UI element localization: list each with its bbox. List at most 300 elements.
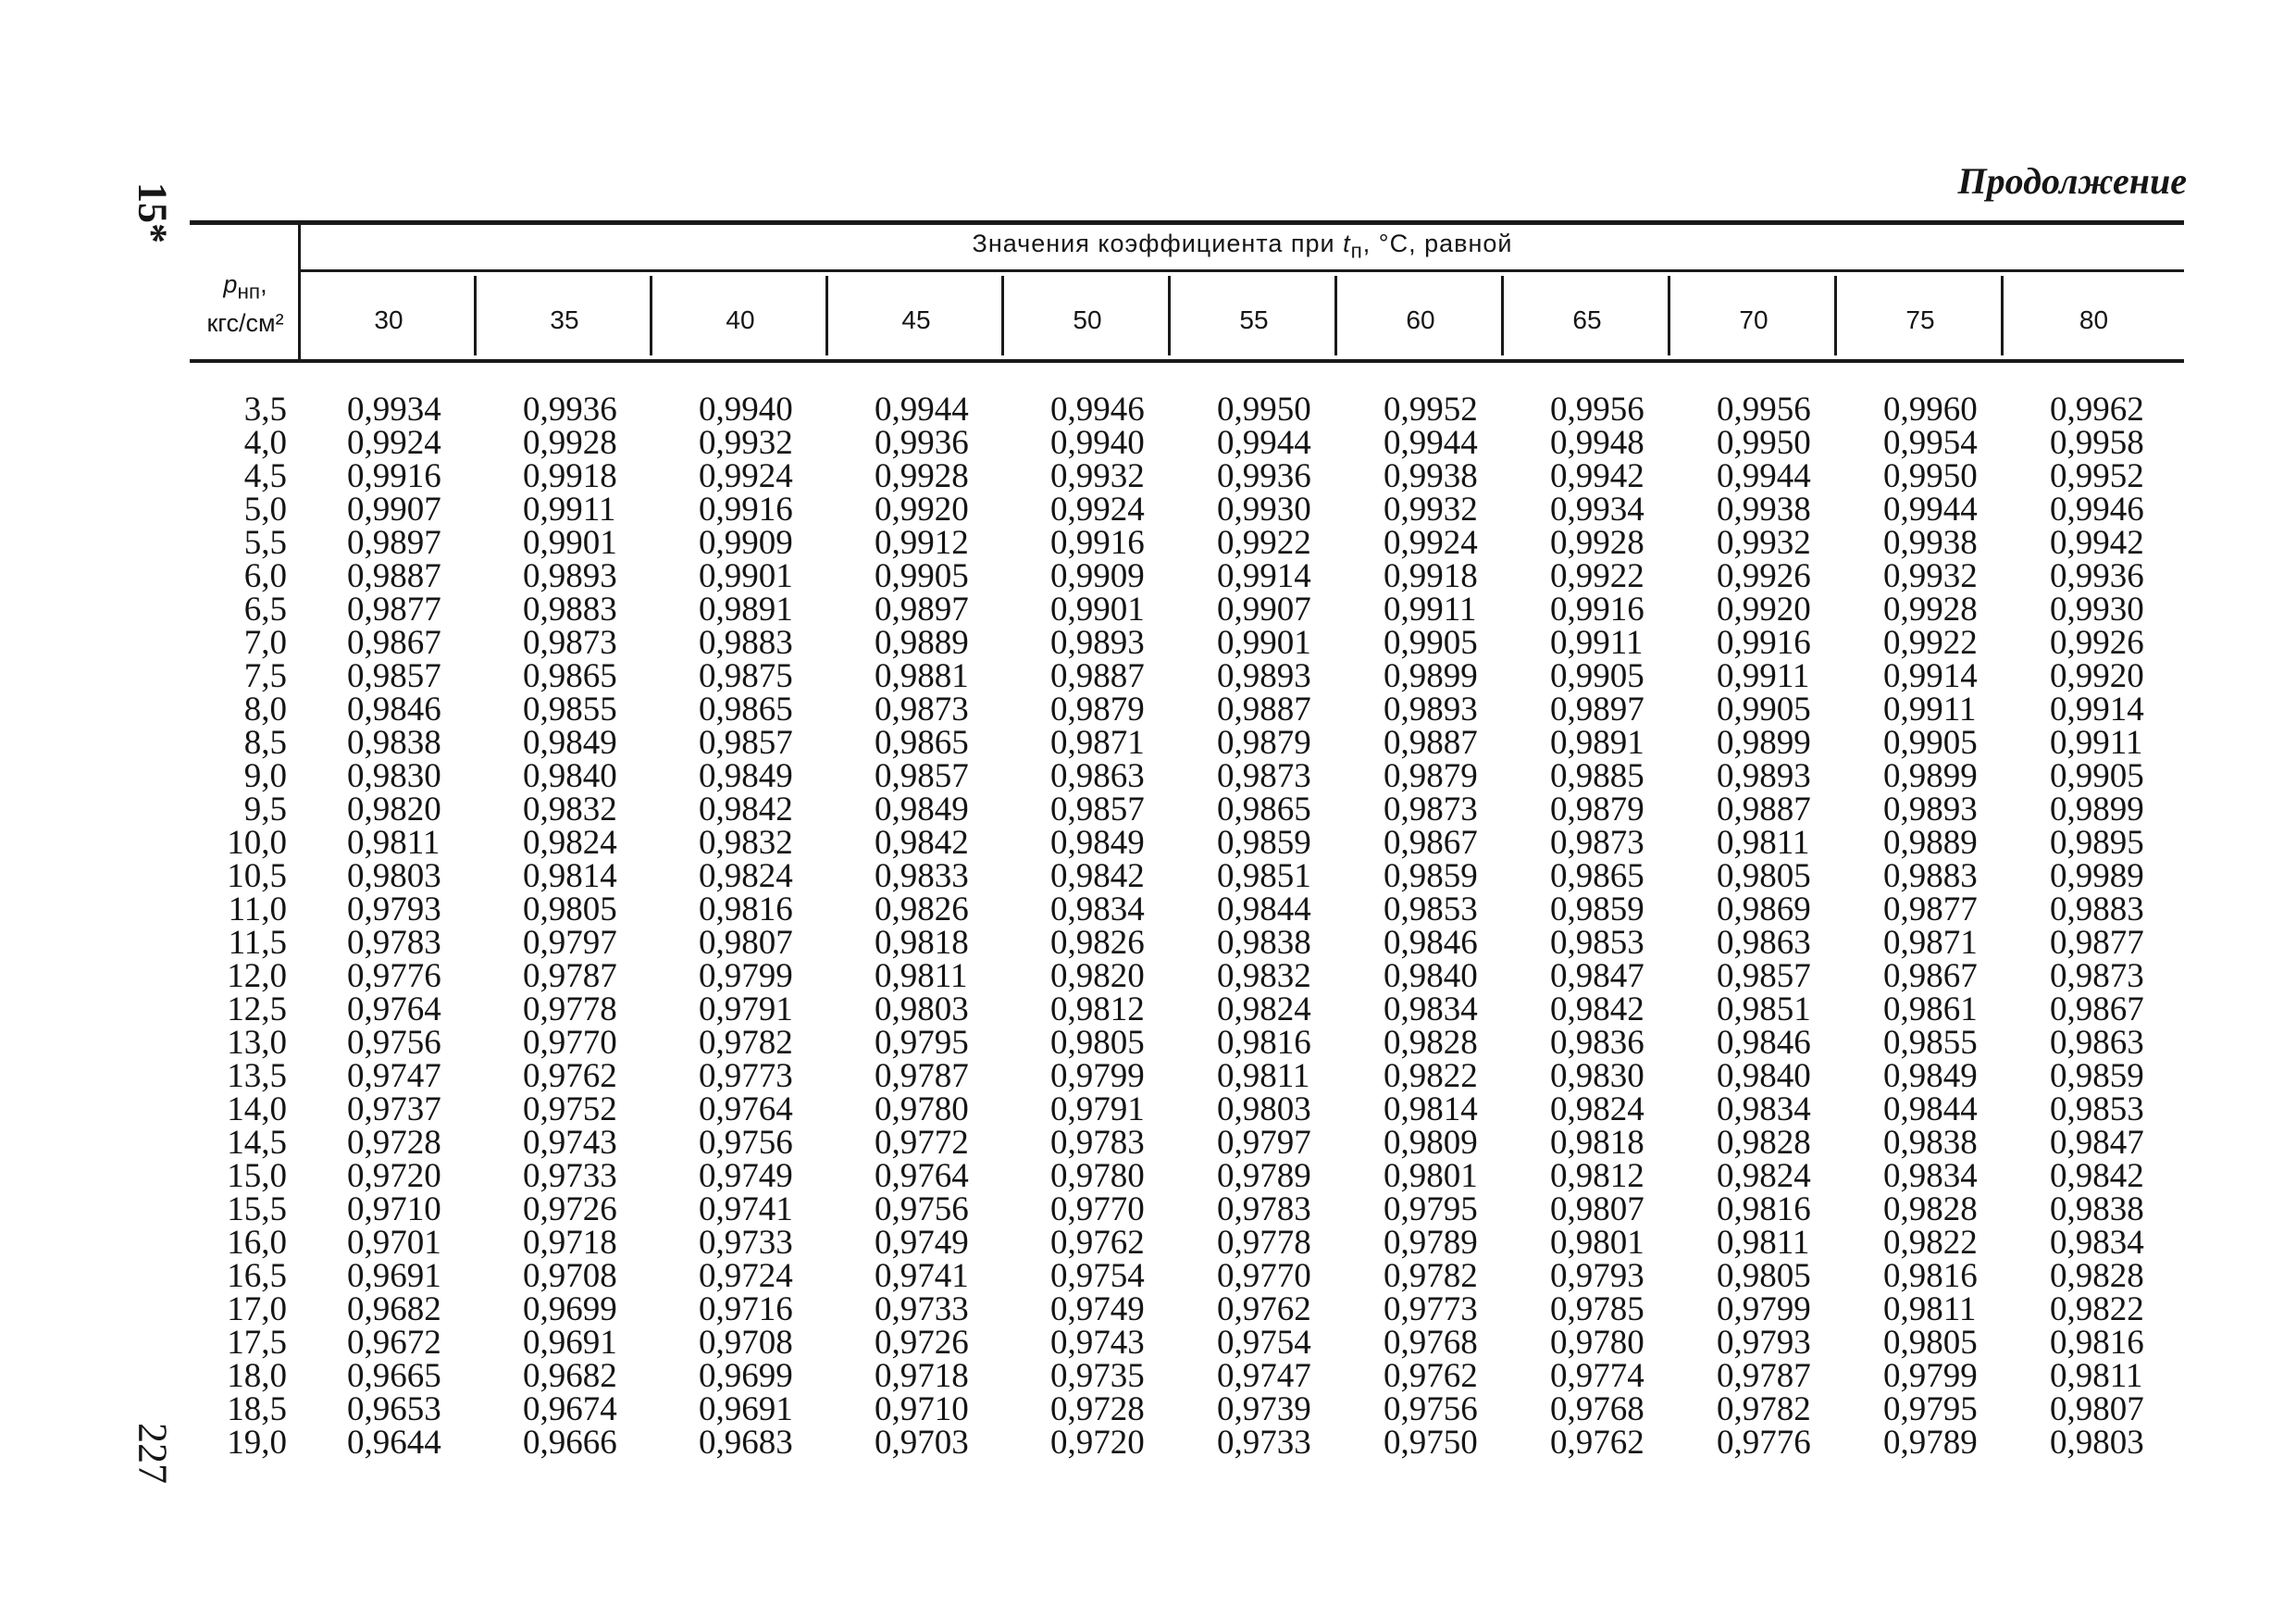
value-cell: 0,9805 <box>1883 1324 1978 1362</box>
value-cell: 0,9774 <box>1550 1357 1644 1395</box>
value-cell: 0,9956 <box>1717 391 1811 429</box>
value-cell: 0,9797 <box>1217 1124 1311 1162</box>
value-cell: 0,9940 <box>1050 424 1145 462</box>
value-cell: 0,9803 <box>347 857 441 895</box>
value-cell: 0,9861 <box>1883 990 1978 1028</box>
value-cell: 0,9816 <box>1883 1257 1978 1295</box>
value-cell: 0,9918 <box>523 457 617 495</box>
value-cell: 0,9916 <box>1550 591 1644 629</box>
value-cell: 0,9853 <box>2050 1090 2144 1128</box>
value-cell: 0,9828 <box>1717 1124 1811 1162</box>
value-cell: 0,9805 <box>523 890 617 928</box>
value-cell: 0,9814 <box>523 857 617 895</box>
value-cell: 0,9699 <box>523 1290 617 1328</box>
value-cell: 0,9824 <box>1717 1157 1811 1195</box>
value-cell: 0,9834 <box>1883 1157 1978 1195</box>
value-cell: 0,9899 <box>1883 757 1978 795</box>
pressure-cell: 12,5 <box>227 990 287 1028</box>
value-cell: 0,9924 <box>347 424 441 462</box>
value-cell: 0,9783 <box>1050 1124 1145 1162</box>
value-cell: 0,9879 <box>1384 757 1478 795</box>
value-cell: 0,9920 <box>1717 591 1811 629</box>
value-cell: 0,9938 <box>1717 491 1811 529</box>
value-cell: 0,9879 <box>1050 691 1145 729</box>
value-cell: 0,9879 <box>1217 724 1311 762</box>
value-cell: 0,9883 <box>523 591 617 629</box>
value-cell: 0,9922 <box>1217 524 1311 562</box>
value-cell: 0,9838 <box>1883 1124 1978 1162</box>
value-cell: 0,9865 <box>523 657 617 695</box>
value-cell: 0,9780 <box>1550 1324 1644 1362</box>
value-cell: 0,9865 <box>875 724 969 762</box>
value-cell: 0,9644 <box>347 1424 441 1462</box>
value-cell: 0,9857 <box>1717 957 1811 995</box>
value-cell: 0,9924 <box>699 457 793 495</box>
value-cell: 0,9780 <box>875 1090 969 1128</box>
value-cell: 0,9816 <box>2050 1324 2144 1362</box>
pressure-cell: 14,0 <box>227 1090 287 1128</box>
value-cell: 0,9907 <box>1217 591 1311 629</box>
value-cell: 0,9822 <box>1883 1224 1978 1262</box>
value-cell: 0,9764 <box>875 1157 969 1195</box>
value-cell: 0,9816 <box>1717 1190 1811 1228</box>
value-cell: 0,9691 <box>523 1324 617 1362</box>
value-cell: 0,9897 <box>875 591 969 629</box>
value-cell: 0,9879 <box>1550 791 1644 828</box>
value-cell: 0,9857 <box>875 757 969 795</box>
value-cell: 0,9838 <box>1217 924 1311 962</box>
value-cell: 0,9853 <box>1384 890 1478 928</box>
value-cell: 0,9824 <box>699 857 793 895</box>
value-cell: 0,9756 <box>347 1024 441 1062</box>
value-cell: 0,9873 <box>1550 824 1644 862</box>
group-header-subscript: п <box>1350 239 1363 263</box>
value-cell: 0,9897 <box>347 524 441 562</box>
value-cell: 0,9811 <box>2050 1357 2143 1395</box>
pressure-cell: 17,0 <box>227 1290 287 1328</box>
value-cell: 0,9930 <box>1217 491 1311 529</box>
value-cell: 0,9782 <box>1384 1257 1478 1295</box>
value-cell: 0,9893 <box>1717 757 1811 795</box>
value-cell: 0,9749 <box>699 1157 793 1195</box>
value-cell: 0,9887 <box>1384 724 1478 762</box>
value-cell: 0,9750 <box>1384 1424 1478 1462</box>
value-cell: 0,9783 <box>347 924 441 962</box>
value-cell: 0,9764 <box>699 1090 793 1128</box>
value-cell: 0,9873 <box>875 691 969 729</box>
value-cell: 0,9875 <box>699 657 793 695</box>
value-cell: 0,9928 <box>1883 591 1978 629</box>
value-cell: 0,9887 <box>1717 791 1811 828</box>
value-cell: 0,9791 <box>1050 1090 1145 1128</box>
pressure-cell: 16,0 <box>227 1224 287 1262</box>
value-cell: 0,9824 <box>523 824 617 862</box>
value-cell: 0,9846 <box>1717 1024 1811 1062</box>
value-cell: 0,9795 <box>1883 1390 1978 1428</box>
value-cell: 0,9665 <box>347 1357 441 1395</box>
value-cell: 0,9811 <box>1217 1057 1310 1095</box>
pressure-cell: 10,0 <box>227 824 287 862</box>
value-cell: 0,9762 <box>1384 1357 1478 1395</box>
value-cell: 0,9762 <box>1050 1224 1145 1262</box>
page-number: 227 <box>130 1423 176 1484</box>
value-cell: 0,9789 <box>1217 1157 1311 1195</box>
value-cell: 0,9911 <box>1384 591 1477 629</box>
value-cell: 0,9682 <box>347 1290 441 1328</box>
value-cell: 0,9733 <box>1217 1424 1311 1462</box>
value-cell: 0,9914 <box>1217 557 1311 595</box>
stub-header-subscript: нп <box>237 280 261 304</box>
value-cell: 0,9936 <box>1217 457 1311 495</box>
value-cell: 0,9801 <box>1384 1157 1478 1195</box>
value-cell: 0,9708 <box>699 1324 793 1362</box>
value-cell: 0,9726 <box>523 1190 617 1228</box>
column-header-80: 80 <box>2079 305 2109 334</box>
value-cell: 0,9893 <box>1384 691 1478 729</box>
pressure-cell: 4,5 <box>243 457 287 495</box>
value-cell: 0,9768 <box>1384 1324 1478 1362</box>
value-cell: 0,9932 <box>1883 557 1978 595</box>
value-cell: 0,9932 <box>1050 457 1145 495</box>
value-cell: 0,9787 <box>875 1057 969 1095</box>
value-cell: 0,9805 <box>1717 857 1811 895</box>
value-cell: 0,9805 <box>1717 1257 1811 1295</box>
value-cell: 0,9811 <box>875 957 968 995</box>
value-cell: 0,9846 <box>347 691 441 729</box>
value-cell: 0,9849 <box>1050 824 1145 862</box>
column-header-50: 50 <box>1073 305 1102 334</box>
value-cell: 0,9849 <box>699 757 793 795</box>
pressure-cell: 3,5 <box>243 391 287 429</box>
pressure-cell: 15,0 <box>227 1157 287 1195</box>
value-cell: 0,9830 <box>347 757 441 795</box>
value-cell: 0,9946 <box>2050 491 2144 529</box>
value-cell: 0,9893 <box>1050 624 1145 662</box>
value-cell: 0,9789 <box>1384 1224 1478 1262</box>
value-cell: 0,9909 <box>1050 557 1145 595</box>
value-cell: 0,9754 <box>1050 1257 1145 1295</box>
column-header-45: 45 <box>901 305 931 334</box>
value-cell: 0,9924 <box>1384 524 1478 562</box>
value-cell: 0,9867 <box>1883 957 1978 995</box>
table-top-rule <box>190 220 2184 225</box>
value-cell: 0,9942 <box>2050 524 2144 562</box>
value-cell: 0,9799 <box>699 957 793 995</box>
value-cell: 0,9710 <box>347 1190 441 1228</box>
value-cell: 0,9901 <box>1050 591 1145 629</box>
value-cell: 0,9944 <box>875 391 969 429</box>
stub-header-unit: кгс/см² <box>206 309 284 338</box>
value-cell: 0,9799 <box>1883 1357 1978 1395</box>
value-cell: 0,9936 <box>875 424 969 462</box>
value-cell: 0,9793 <box>1550 1257 1644 1295</box>
value-cell: 0,9899 <box>1384 657 1478 695</box>
value-cell: 0,9914 <box>2050 691 2144 729</box>
value-cell: 0,9922 <box>1550 557 1644 595</box>
value-cell: 0,9905 <box>1384 624 1478 662</box>
column-header-60: 60 <box>1406 305 1435 334</box>
value-cell: 0,9944 <box>1217 424 1311 462</box>
value-cell: 0,9833 <box>875 857 969 895</box>
pressure-cell: 11,0 <box>228 890 287 928</box>
value-cell: 0,9737 <box>347 1090 441 1128</box>
value-cell: 0,9877 <box>347 591 441 629</box>
value-cell: 0,9807 <box>1550 1190 1644 1228</box>
value-cell: 0,9877 <box>1883 890 1978 928</box>
value-cell: 0,9901 <box>699 557 793 595</box>
value-cell: 0,9716 <box>699 1290 793 1328</box>
value-cell: 0,9811 <box>1717 1224 1810 1262</box>
value-cell: 0,9703 <box>875 1424 969 1462</box>
column-header-35: 35 <box>550 305 579 334</box>
value-cell: 0,9887 <box>1050 657 1145 695</box>
value-cell: 0,9918 <box>1384 557 1478 595</box>
value-cell: 0,9832 <box>699 824 793 862</box>
value-cell: 0,9828 <box>1384 1024 1478 1062</box>
pressure-cell: 12,0 <box>227 957 287 995</box>
pressure-cell: 14,5 <box>227 1124 287 1162</box>
value-cell: 0,9691 <box>699 1390 793 1428</box>
value-cell: 0,9747 <box>347 1057 441 1095</box>
value-cell: 0,9899 <box>2050 791 2144 828</box>
value-cell: 0,9952 <box>2050 457 2144 495</box>
value-cell: 0,9789 <box>1883 1424 1978 1462</box>
pressure-cell: 11,5 <box>228 924 287 962</box>
value-cell: 0,9867 <box>2050 990 2144 1028</box>
pressure-cell: 7,5 <box>243 657 287 695</box>
value-cell: 0,9842 <box>699 791 793 828</box>
value-cell: 0,9840 <box>1384 957 1478 995</box>
value-cell: 0,9756 <box>699 1124 793 1162</box>
value-cell: 0,9893 <box>1883 791 1978 828</box>
value-cell: 0,9944 <box>1384 424 1478 462</box>
value-cell: 0,9891 <box>1550 724 1644 762</box>
value-cell: 0,9901 <box>523 524 617 562</box>
value-cell: 0,9795 <box>875 1024 969 1062</box>
value-cell: 0,9952 <box>1384 391 1478 429</box>
value-cell: 0,9842 <box>1050 857 1145 895</box>
pressure-cell: 6,0 <box>243 557 287 595</box>
value-cell: 0,9762 <box>523 1057 617 1095</box>
value-cell: 0,9942 <box>1550 457 1644 495</box>
value-cell: 0,9811 <box>1717 824 1810 862</box>
value-cell: 0,9934 <box>347 391 441 429</box>
value-cell: 0,9873 <box>1217 757 1311 795</box>
value-cell: 0,9844 <box>1217 890 1311 928</box>
value-cell: 0,9770 <box>1217 1257 1311 1295</box>
value-cell: 0,9782 <box>1717 1390 1811 1428</box>
value-cell: 0,9816 <box>1217 1024 1311 1062</box>
value-cell: 0,9799 <box>1050 1057 1145 1095</box>
value-cell: 0,9812 <box>1550 1157 1644 1195</box>
value-cell: 0,9797 <box>523 924 617 962</box>
pressure-cell: 5,0 <box>243 491 287 529</box>
value-cell: 0,9885 <box>1550 757 1644 795</box>
value-cell: 0,9718 <box>523 1224 617 1262</box>
column-header-75: 75 <box>1905 305 1935 334</box>
value-cell: 0,9887 <box>1217 691 1311 729</box>
value-cell: 0,9844 <box>1883 1090 1978 1128</box>
value-cell: 0,9820 <box>1050 957 1145 995</box>
pressure-cell: 8,5 <box>243 724 287 762</box>
value-cell: 0,9733 <box>875 1290 969 1328</box>
value-cell: 0,9851 <box>1717 990 1811 1028</box>
value-cell: 0,9960 <box>1883 391 1978 429</box>
value-cell: 0,9733 <box>523 1157 617 1195</box>
value-cell: 0,9936 <box>2050 557 2144 595</box>
value-cell: 0,9901 <box>1217 624 1311 662</box>
value-cell: 0,9956 <box>1550 391 1644 429</box>
pressure-cell: 6,5 <box>243 591 287 629</box>
value-cell: 0,9867 <box>347 624 441 662</box>
value-cell: 0,9778 <box>1217 1224 1311 1262</box>
value-cell: 0,9905 <box>2050 757 2144 795</box>
value-cell: 0,9834 <box>1384 990 1478 1028</box>
value-cell: 0,9857 <box>347 657 441 695</box>
value-cell: 0,9752 <box>523 1090 617 1128</box>
pressure-cell: 8,0 <box>243 691 287 729</box>
value-cell: 0,9683 <box>699 1424 793 1462</box>
value-cell: 0,9950 <box>1883 457 1978 495</box>
value-cell: 0,9893 <box>523 557 617 595</box>
value-cell: 0,9928 <box>523 424 617 462</box>
pressure-cell: 13,0 <box>227 1024 287 1062</box>
value-cell: 0,9776 <box>347 957 441 995</box>
value-cell: 0,9710 <box>875 1390 969 1428</box>
value-cell: 0,9911 <box>523 491 616 529</box>
value-cell: 0,9950 <box>1717 424 1811 462</box>
value-cell: 0,9834 <box>1717 1090 1811 1128</box>
value-cell: 0,9911 <box>2050 724 2143 762</box>
stub-header-symbol: p <box>223 270 238 298</box>
value-cell: 0,9883 <box>2050 890 2144 928</box>
value-cell: 0,9830 <box>1550 1057 1644 1095</box>
value-cell: 0,9871 <box>1050 724 1145 762</box>
value-cell: 0,9887 <box>347 557 441 595</box>
value-cell: 0,9867 <box>1384 824 1478 862</box>
value-cell: 0,9916 <box>1717 624 1811 662</box>
value-cell: 0,9934 <box>1550 491 1644 529</box>
value-cell: 0,9674 <box>523 1390 617 1428</box>
value-cell: 0,9718 <box>875 1357 969 1395</box>
value-cell: 0,9826 <box>1050 924 1145 962</box>
value-cell: 0,9773 <box>699 1057 793 1095</box>
value-cell: 0,9741 <box>699 1190 793 1228</box>
value-cell: 0,9920 <box>875 491 969 529</box>
pressure-cell: 18,0 <box>227 1357 287 1395</box>
value-cell: 0,9928 <box>1550 524 1644 562</box>
value-cell: 0,9762 <box>1550 1424 1644 1462</box>
value-cell: 0,9849 <box>523 724 617 762</box>
value-cell: 0,9914 <box>1883 657 1978 695</box>
value-cell: 0,9832 <box>523 791 617 828</box>
value-cell: 0,9928 <box>875 457 969 495</box>
value-cell: 0,9782 <box>699 1024 793 1062</box>
pressure-cell: 5,5 <box>243 524 287 562</box>
value-cell: 0,9741 <box>875 1257 969 1295</box>
value-cell: 0,9883 <box>699 624 793 662</box>
column-header-70: 70 <box>1739 305 1769 334</box>
pressure-cell: 16,5 <box>227 1257 287 1295</box>
value-cell: 0,9954 <box>1883 424 1978 462</box>
value-cell: 0,9881 <box>875 657 969 695</box>
column-header-55: 55 <box>1239 305 1269 334</box>
value-cell: 0,9842 <box>875 824 969 862</box>
value-cell: 0,9932 <box>1384 491 1478 529</box>
value-cell: 0,9865 <box>1217 791 1311 828</box>
value-cell: 0,9728 <box>1050 1390 1145 1428</box>
value-cell: 0,9840 <box>1717 1057 1811 1095</box>
value-cell: 0,9756 <box>1384 1390 1478 1428</box>
value-cell: 0,9708 <box>523 1257 617 1295</box>
value-cell: 0,9857 <box>1050 791 1145 828</box>
value-cell: 0,9916 <box>347 457 441 495</box>
pressure-cell: 9,0 <box>243 757 287 795</box>
value-cell: 0,9814 <box>1384 1090 1478 1128</box>
value-cell: 0,9826 <box>875 890 969 928</box>
value-cell: 0,9805 <box>1050 1024 1145 1062</box>
value-cell: 0,9768 <box>1550 1390 1644 1428</box>
value-cell: 0,9822 <box>2050 1290 2144 1328</box>
value-cell: 0,9911 <box>1883 691 1977 729</box>
value-cell: 0,9851 <box>1217 857 1311 895</box>
value-cell: 0,9743 <box>523 1124 617 1162</box>
value-cell: 0,9811 <box>347 824 441 862</box>
value-cell: 0,9883 <box>1883 857 1978 895</box>
value-cell: 0,9803 <box>2050 1424 2144 1462</box>
value-cell: 0,9726 <box>875 1324 969 1362</box>
value-cell: 0,9720 <box>347 1157 441 1195</box>
pressure-cell: 19,0 <box>227 1424 287 1462</box>
value-cell: 0,9812 <box>1050 990 1145 1028</box>
pressure-cell: 15,5 <box>227 1190 287 1228</box>
value-cell: 0,9873 <box>1384 791 1478 828</box>
value-cell: 0,9926 <box>1717 557 1811 595</box>
value-cell: 0,9764 <box>347 990 441 1028</box>
value-cell: 0,9911 <box>1717 657 1810 695</box>
value-cell: 0,9938 <box>1883 524 1978 562</box>
column-header-30: 30 <box>374 305 403 334</box>
value-cell: 0,9743 <box>1050 1324 1145 1362</box>
value-cell: 0,9783 <box>1217 1190 1311 1228</box>
value-cell: 0,9905 <box>1550 657 1644 695</box>
value-cell: 0,9735 <box>1050 1357 1145 1395</box>
value-cell: 0,9859 <box>2050 1057 2144 1095</box>
value-cell: 0,9818 <box>875 924 969 962</box>
value-cell: 0,9865 <box>699 691 793 729</box>
value-cell: 0,9776 <box>1717 1424 1811 1462</box>
value-cell: 0,9739 <box>1217 1390 1311 1428</box>
value-cell: 0,9787 <box>523 957 617 995</box>
value-cell: 0,9793 <box>1717 1324 1811 1362</box>
group-header-symbol: t <box>1343 230 1351 257</box>
value-cell: 0,9873 <box>2050 957 2144 995</box>
value-cell: 0,9795 <box>1384 1190 1478 1228</box>
value-cell: 0,9926 <box>2050 624 2144 662</box>
value-cell: 0,9770 <box>1050 1190 1145 1228</box>
value-cell: 0,9924 <box>1050 491 1145 529</box>
value-cell: 0,9791 <box>699 990 793 1028</box>
value-cell: 0,9889 <box>875 624 969 662</box>
value-cell: 0,9857 <box>699 724 793 762</box>
value-cell: 0,9905 <box>1883 724 1978 762</box>
value-cell: 0,9653 <box>347 1390 441 1428</box>
continuation-label: Продолжение <box>1957 160 2187 202</box>
value-cell: 0,9958 <box>2050 424 2144 462</box>
value-cell: 0,9772 <box>875 1124 969 1162</box>
value-cell: 0,9799 <box>1717 1290 1811 1328</box>
value-cell: 0,9859 <box>1217 824 1311 862</box>
